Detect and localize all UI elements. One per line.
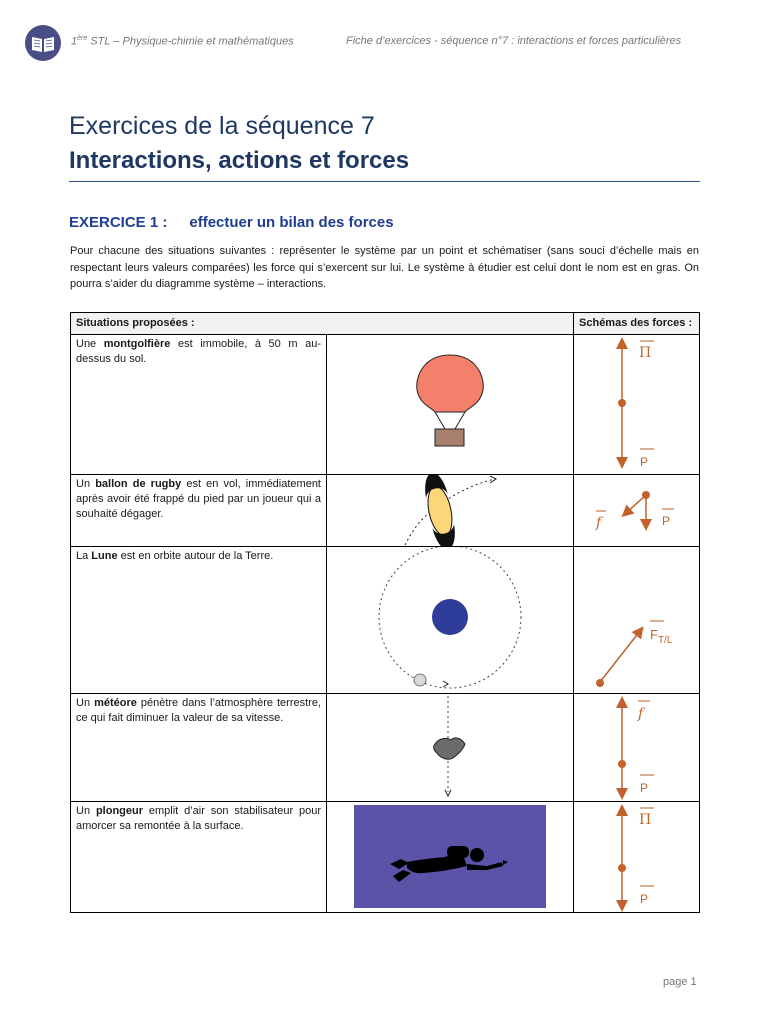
forces-schema-rugby [574,475,700,547]
table-row [71,475,700,547]
page-header [0,0,768,60]
rugby-ball-illustration [327,475,574,547]
label-weight: P [640,455,649,469]
label-weight: P [640,892,649,906]
label-friction: f [596,515,602,531]
earth [432,599,468,635]
situation-cell: Un ballon de rugby est en vol, immédiatement après avoir été frappé du pied par un joueur qui a souhaité dégager. [71,475,327,547]
exercise-label: EXERCICE 1 : [69,214,168,231]
meteor-illustration [327,694,574,802]
gravitation-vector [600,631,640,682]
exercise-subtitle: effectuer un bilan des forces [189,214,394,231]
header-course: 1ère STL – Physique-chimie et mathématiques [71,35,294,48]
situation-cell: Un plongeur emplit d’air son stabilisateur pour amorcer sa remontée à la surface. [71,802,327,913]
forces-schema-moon [574,547,700,694]
forces-header: Schémas des forces : [574,313,700,335]
page-subtitle: Interactions, actions et forces [69,147,410,174]
table-row [71,547,700,694]
situation-cell: Un météore pénètre dans l’atmosphère terrestre, ce qui fait diminuer la valeur de sa vitesse. [71,694,327,802]
moon [414,674,426,686]
label-friction: f [638,706,644,722]
table-row [71,335,700,475]
exercise-heading [69,214,394,231]
forces-schema-balloon [574,335,700,475]
label-archimede: Π [639,345,652,361]
label-weight: P [662,514,671,528]
label-archimede: Π [639,812,652,828]
situation-cell: Une montgolfière est immobile, à 50 m au-dessus du sol. [71,335,327,475]
label-weight: P [640,781,649,795]
moon-orbit-illustration [327,547,574,694]
exercise-instructions: Pour chacune des situations suivantes : représenter le système par un point et schématiser (sans souci d’échelle mais en respectant leurs valeurs comparées) les force qui s’exercent sur lui. Le système à étudier est celui dont le nom est en gras. On pourra s’aider du diagramme système – interactions. [70,245,699,290]
title-divider [69,181,700,182]
situations-header: Situations proposées : [71,313,574,335]
page-number: page 1 [663,976,697,988]
label-gravitation: $F_{T/L}$ [650,627,673,646]
situation-cell: La Lune est en orbite autour de la Terre. [71,547,327,694]
table-row [71,694,700,802]
forces-schema-diver [574,802,700,913]
balloon-illustration [327,335,574,475]
friction-vector [626,495,646,513]
header-sheet-title: Fiche d’exercices - séquence n°7 : interactions et forces particulières [346,35,682,47]
page-title: Exercices de la séquence 7 [69,112,375,140]
meteor [434,738,465,759]
table-row [71,802,700,913]
book-logo-icon [25,25,61,61]
diver-illustration [327,802,574,913]
situations-table [70,312,700,913]
forces-schema-meteor [574,694,700,802]
